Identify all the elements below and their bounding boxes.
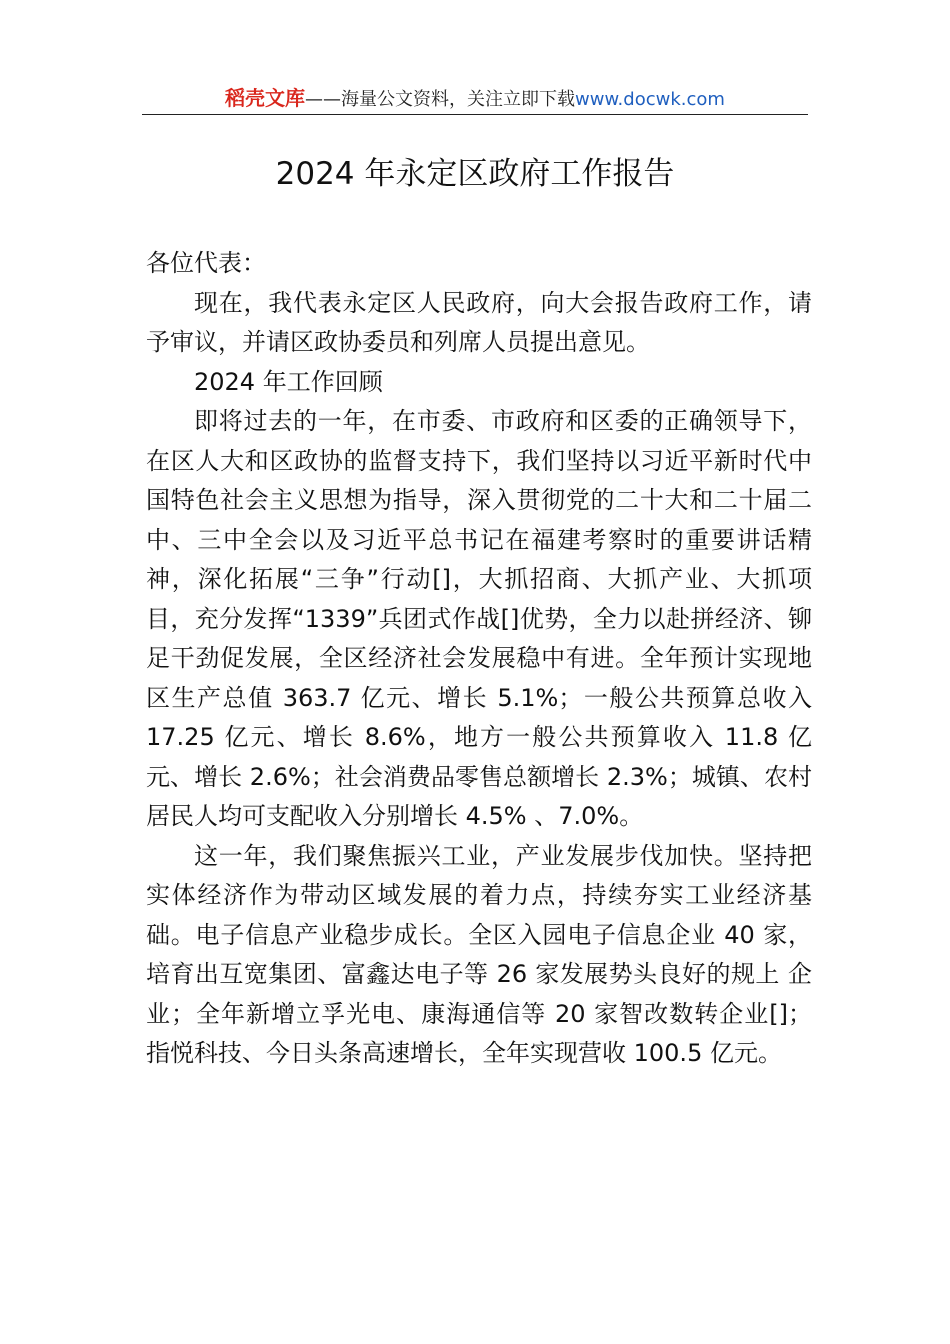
- header-tagline: ——海量公文资料，关注立即下载: [305, 89, 576, 110]
- document-title: 2024 年永定区政府工作报告: [275, 156, 675, 192]
- header-divider: [142, 114, 808, 115]
- paragraph-industry: 这一年，我们聚焦振兴工业，产业发展步伐加快。坚持把实体经济作为带动区域发展的着力点，持续夯实工业经济基础。电子信息产业稳步成长。全区入园电子信息企业 40 家， 培育出互宽集团、富鑫达电子等 26 家发展势头良好的规上 企业；全年新增立孚光电、康海通信等 20 家智改数转企业[]； 指悦科技、今日头条高速增长，全年实现营收 100.5 亿元。: [146, 841, 812, 1067]
- document-body: [146, 244, 812, 1074]
- brand-name: 稻壳文库: [225, 86, 306, 110]
- salutation: 各位代表：: [146, 249, 266, 277]
- page-header: [142, 84, 808, 114]
- paragraph-review: 即将过去的一年，在市委、市政府和区委的正确领导下，在区人大和区政协的监督支持下，我们坚持以习近平新时代中国特色社会主义思想为指导，深入贯彻党的二十大和二十届二中、三中全会以及习近平总书记在福建考察时的重要讲话精神，深化拓展“三争”行动[]，大抓招商、大抓产业、大抓项目，充分发挥“1339”兵团式作战[]优势，全力以赴拼经济、铆足干劲促发展，全区经济社会发展稳中有进。全年预计实现地区生产总值 363.7 亿元、增长 5.1%；一般公共预算总收入 17.25 亿元、增长 8.6%，地方一般公共预算收入 11.8 亿元、增长 2.6%；社会消费品零售总额增长 2.3%；城镇、农村居民人均可支配收入分别增长 4.5% 、7.0%。: [146, 407, 812, 830]
- paragraph-intro: 现在，我代表永定区人民政府，向大会报告政府工作，请予审议，并请区政协委员和列席人员提出意见。: [146, 288, 812, 356]
- header-url-link[interactable]: www.docwk.com: [575, 89, 725, 110]
- section-heading: 2024 年工作回顾: [194, 367, 383, 396]
